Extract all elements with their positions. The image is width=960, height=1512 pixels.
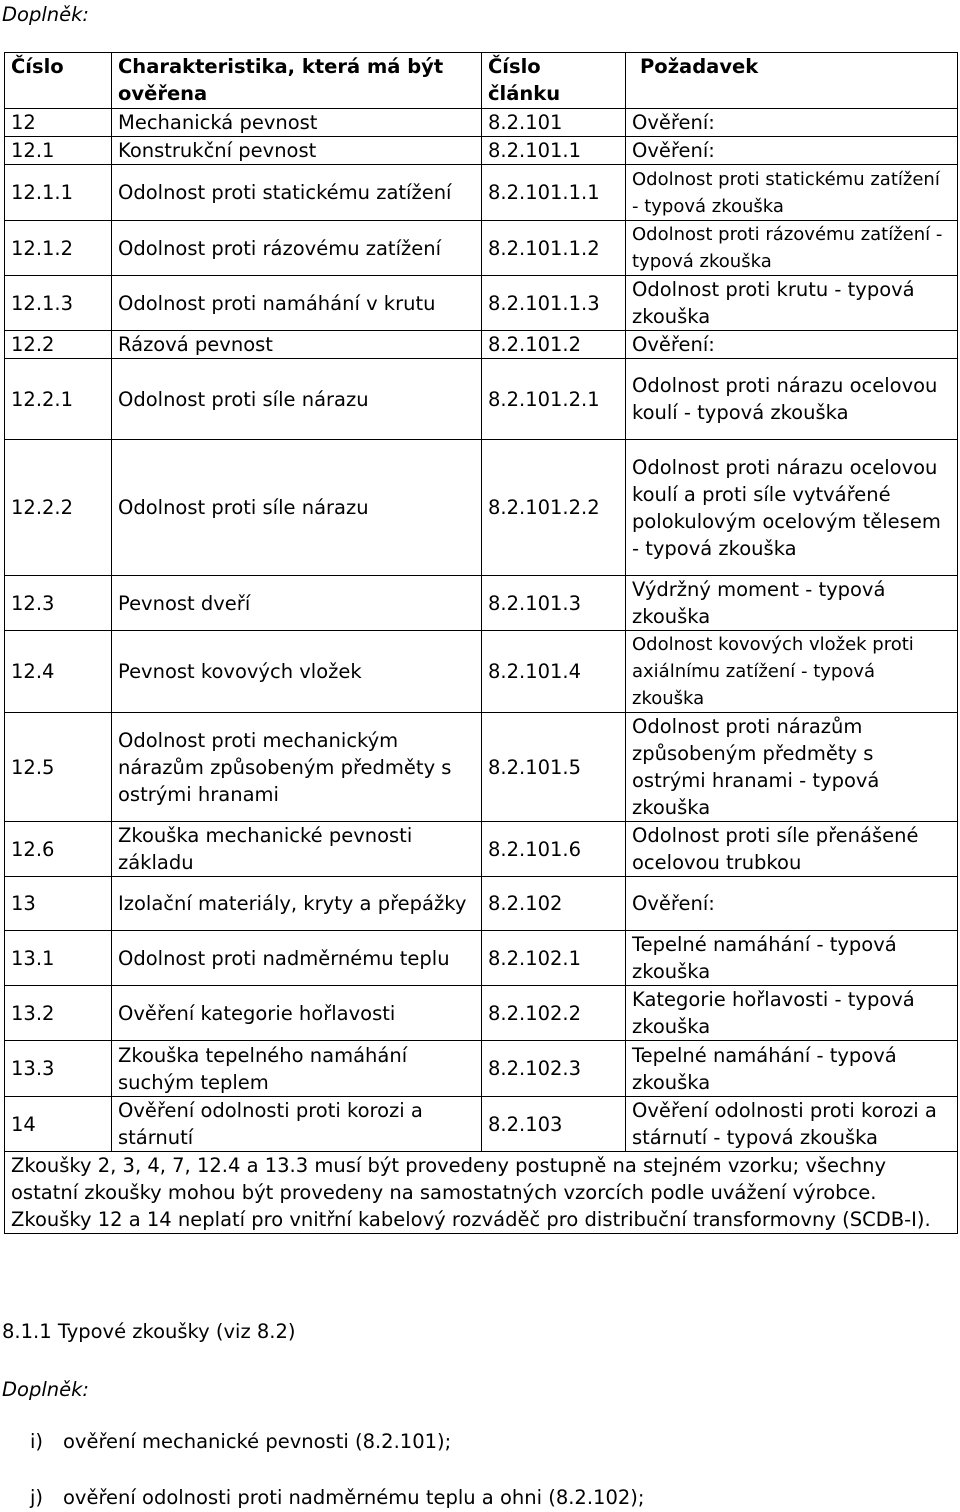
cell-number: 12.5 [5, 713, 112, 822]
cell-requirement: Odolnost proti nárazům způsobeným předměty s ostrými hranami - typová zkouška [626, 713, 958, 822]
cell-requirement: Odolnost proti rázovému zatížení - typová zkouška [626, 221, 958, 276]
table-row [5, 109, 958, 137]
cell-requirement: Ověření: [626, 877, 958, 931]
table-row [5, 440, 958, 576]
addendum-heading: Doplněk: [2, 3, 89, 26]
cell-characteristic: Rázová pevnost [112, 331, 482, 359]
cell-requirement: Kategorie hořlavosti - typová zkouška [626, 986, 958, 1041]
cell-article: 8.2.101.2 [482, 331, 626, 359]
note-text: Zkoušky 12 a 14 neplatí pro vnitřní kabelový rozváděč pro distribuční transformovny (SCDB-I). [11, 1208, 931, 1231]
list-marker: j) [30, 1486, 44, 1509]
cell-article: 8.2.101.2.1 [482, 359, 626, 440]
table-row [5, 986, 958, 1041]
cell-number: 13.2 [5, 986, 112, 1041]
cell-article: 8.2.101.1.3 [482, 276, 626, 331]
header-requirement: Požadavek [626, 53, 958, 109]
cell-requirement: Tepelné namáhání - typová zkouška [626, 931, 958, 986]
cell-number: 12 [5, 109, 112, 137]
table-row [5, 877, 958, 931]
list-item [30, 1486, 644, 1509]
cell-characteristic: Odolnost proti síle nárazu [112, 440, 482, 576]
cell-article: 8.2.101.1.2 [482, 221, 626, 276]
cell-number: 12.6 [5, 822, 112, 877]
cell-number: 13.1 [5, 931, 112, 986]
cell-article: 8.2.101.5 [482, 713, 626, 822]
cell-requirement: Odolnost proti síle přenášené ocelovou trubkou [626, 822, 958, 877]
header-number: Číslo [5, 53, 112, 109]
cell-number: 12.2.2 [5, 440, 112, 576]
cell-number: 12.1.2 [5, 221, 112, 276]
cell-article: 8.2.103 [482, 1097, 626, 1152]
cell-number: 13 [5, 877, 112, 931]
list-marker: i) [30, 1430, 44, 1453]
table-row [5, 165, 958, 221]
cell-requirement: Tepelné namáhání - typová zkouška [626, 1041, 958, 1097]
table-row [5, 331, 958, 359]
cell-article: 8.2.101.4 [482, 631, 626, 713]
cell-article: 8.2.102.2 [482, 986, 626, 1041]
cell-characteristic: Zkouška mechanické pevnosti základu [112, 822, 482, 877]
header-row [5, 53, 958, 109]
cell-requirement: Odolnost proti nárazu ocelovou koulí a proti síle vytvářené polokulovým ocelovým tělesem - typová zkouška [626, 440, 958, 576]
cell-article: 8.2.102.3 [482, 1041, 626, 1097]
cell-requirement: Odolnost proti statickému zatížení - typová zkouška [626, 165, 958, 221]
cell-characteristic: Ověření odolnosti proti korozi a stárnutí [112, 1097, 482, 1152]
cell-characteristic: Odolnost proti mechanickým nárazům způsobeným předměty s ostrými hranami [112, 713, 482, 822]
list-item [30, 1430, 451, 1453]
cell-characteristic: Odolnost proti statickému zatížení [112, 165, 482, 221]
cell-requirement: Odolnost proti nárazu ocelovou koulí - typová zkouška [626, 359, 958, 440]
cell-characteristic: Izolační materiály, kryty a přepážky [112, 877, 482, 931]
cell-number: 12.2 [5, 331, 112, 359]
cell-characteristic: Odolnost proti nadměrnému teplu [112, 931, 482, 986]
cell-characteristic: Odolnost proti síle nárazu [112, 359, 482, 440]
cell-requirement: Ověření: [626, 137, 958, 165]
cell-number: 12.2.1 [5, 359, 112, 440]
notes-cell [5, 1152, 958, 1234]
cell-requirement: Ověření odolnosti proti korozi a stárnutí - typová zkouška [626, 1097, 958, 1152]
cell-characteristic: Pevnost dveří [112, 576, 482, 631]
note-text: Zkoušky 2, 3, 4, 7, 12.4 a 13.3 musí být provedeny postupně na stejném vzorku; všechny ostatní zkoušky mohou být provedeny na samostatných vzorcích podle uvážení výrobce. [11, 1154, 887, 1204]
header-article: Číslo článku [482, 53, 626, 109]
cell-characteristic: Mechanická pevnost [112, 109, 482, 137]
addendum-heading: Doplněk: [2, 1378, 89, 1401]
cell-article: 8.2.101.1 [482, 137, 626, 165]
table-row [5, 276, 958, 331]
cell-requirement: Výdržný moment - typová zkouška [626, 576, 958, 631]
cell-requirement: Ověření: [626, 109, 958, 137]
cell-number: 12.1.3 [5, 276, 112, 331]
cell-number: 12.1.1 [5, 165, 112, 221]
cell-number: 14 [5, 1097, 112, 1152]
cell-characteristic: Odolnost proti rázovému zatížení [112, 221, 482, 276]
table-row [5, 137, 958, 165]
table-row [5, 631, 958, 713]
cell-characteristic: Ověření kategorie hořlavosti [112, 986, 482, 1041]
cell-article: 8.2.102.1 [482, 931, 626, 986]
section-title: 8.1.1 Typové zkoušky (viz 8.2) [2, 1320, 296, 1343]
cell-number: 12.4 [5, 631, 112, 713]
table-row [5, 713, 958, 822]
table-row [5, 822, 958, 877]
notes-row [5, 1152, 958, 1234]
table-row [5, 359, 958, 440]
cell-characteristic: Pevnost kovových vložek [112, 631, 482, 713]
cell-requirement: Odolnost kovových vložek proti axiálnímu zatížení - typová zkouška [626, 631, 958, 713]
table-row [5, 931, 958, 986]
cell-characteristic: Konstrukční pevnost [112, 137, 482, 165]
cell-number: 12.1 [5, 137, 112, 165]
table-row [5, 221, 958, 276]
cell-article: 8.2.101.3 [482, 576, 626, 631]
cell-requirement: Odolnost proti krutu - typová zkouška [626, 276, 958, 331]
cell-characteristic: Odolnost proti namáhání v krutu [112, 276, 482, 331]
requirements-table [4, 52, 958, 1234]
cell-article: 8.2.102 [482, 877, 626, 931]
cell-article: 8.2.101.2.2 [482, 440, 626, 576]
list-text: ověření odolnosti proti nadměrnému teplu a ohni (8.2.102); [63, 1486, 645, 1509]
table-row [5, 1041, 958, 1097]
cell-number: 12.3 [5, 576, 112, 631]
table-row [5, 576, 958, 631]
cell-article: 8.2.101.1.1 [482, 165, 626, 221]
cell-number: 13.3 [5, 1041, 112, 1097]
table-row [5, 1097, 958, 1152]
list-text: ověření mechanické pevnosti (8.2.101); [63, 1430, 452, 1453]
cell-article: 8.2.101 [482, 109, 626, 137]
cell-article: 8.2.101.6 [482, 822, 626, 877]
cell-characteristic: Zkouška tepelného namáhání suchým teplem [112, 1041, 482, 1097]
cell-requirement: Ověření: [626, 331, 958, 359]
header-characteristic: Charakteristika, která má být ověřena [112, 53, 482, 109]
